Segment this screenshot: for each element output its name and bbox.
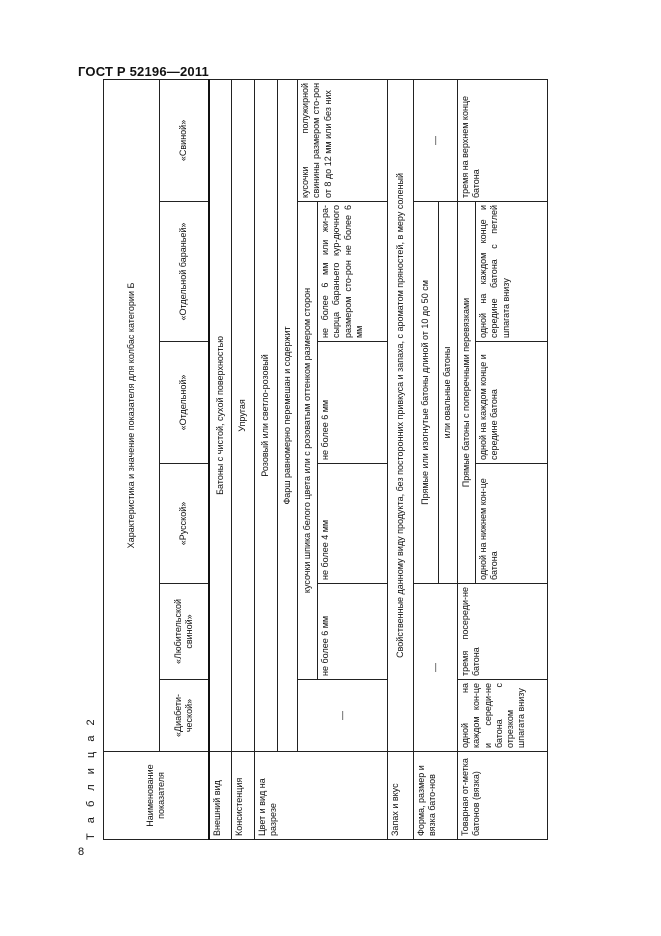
value-marking-mid: Прямые батоны с поперечными перевязками [458, 202, 476, 584]
table-2 [103, 79, 548, 840]
standard-header: ГОСТ Р 52196—2011 [78, 64, 209, 79]
rotated-table-wrapper [85, 80, 626, 840]
row-name-marking: Товарная от-метка батонов (вязка) [458, 752, 548, 840]
page-number: 8 [78, 846, 85, 858]
value-marking-lub: тремя посереди-не батона [458, 584, 548, 680]
value-appearance: Батоны с чистой, сухой поверхностью [209, 79, 232, 751]
table-caption: Т а б л и ц а 2 [85, 715, 97, 840]
subheader-otd: «Отдельной» [160, 342, 209, 464]
value-color-line3: кусочки шпика белого цвета или с розоватым оттенком размером сторон [298, 202, 318, 680]
subheader-svin: «Свиной» [160, 79, 209, 201]
value-color-line1: Розовый или светло-розовый [255, 79, 278, 751]
value-marking-otd: одной на каждом конце и середине батона [476, 342, 548, 464]
row-name-appearance: Внешний вид [209, 752, 232, 840]
value-shape-left: — [414, 584, 458, 752]
value-marking-rus: одной на нижнем кон-це батона [476, 464, 548, 584]
value-shape-right: — [414, 79, 458, 201]
header-span-cell: Характеристика и значение показателя для колбас категории Б [104, 79, 160, 751]
value-marking-otd-bar: одной на каждом конце и середине батона с петлей шпагата внизу [476, 202, 548, 342]
row-name-consistency: Консистенция [232, 752, 255, 840]
subheader-lub: «Любительской свиной» [160, 584, 209, 680]
value-color-otd: не более 6 мм [318, 342, 388, 464]
value-smell: Свойственные данному виду продукта, без посторонних привкуса и запаха, с ароматом пряностей, в меру соленый [388, 79, 414, 751]
subheader-otd-bar: «Отдельной бараньей» [160, 202, 209, 342]
row-name-shape: Форма, размер и вязка бато-нов [414, 752, 458, 840]
row-name-smell: Запах и вкус [388, 752, 414, 840]
value-marking-svin: тремя на верхнем конце батона [458, 79, 548, 201]
value-color-diab: — [298, 680, 388, 752]
subheader-rus: «Русской» [160, 464, 209, 584]
row-name-color: Цвет и вид на разрезе [255, 752, 388, 840]
header-name-cell: Наименование показателя [104, 752, 209, 840]
value-shape-bottom: или овальные батоны [439, 202, 458, 584]
value-marking-diab: одной на каждом кон-це и середи-не батона с отрезком шпагата внизу [458, 680, 548, 752]
value-color-svin: кусочки полужирной свинины размером сто-рон от 8 до 12 мм или без них [298, 79, 388, 201]
value-color-lub: не более 6 мм [318, 584, 388, 680]
value-color-otd-bar: не более 6 мм или жи-ра-сырца бараньего кур-дючного размером сто-рон не более 6 мм [318, 202, 388, 342]
value-consistency: Упругая [232, 79, 255, 751]
value-color-line2: Фарш равномерно перемешан и содержит [278, 79, 298, 751]
value-shape-top: Прямые или изогнутые батоны длиной от 10 до 50 см [414, 202, 439, 584]
subheader-diab: «Диабети-ческой» [160, 680, 209, 752]
value-color-rus: не более 4 мм [318, 464, 388, 584]
